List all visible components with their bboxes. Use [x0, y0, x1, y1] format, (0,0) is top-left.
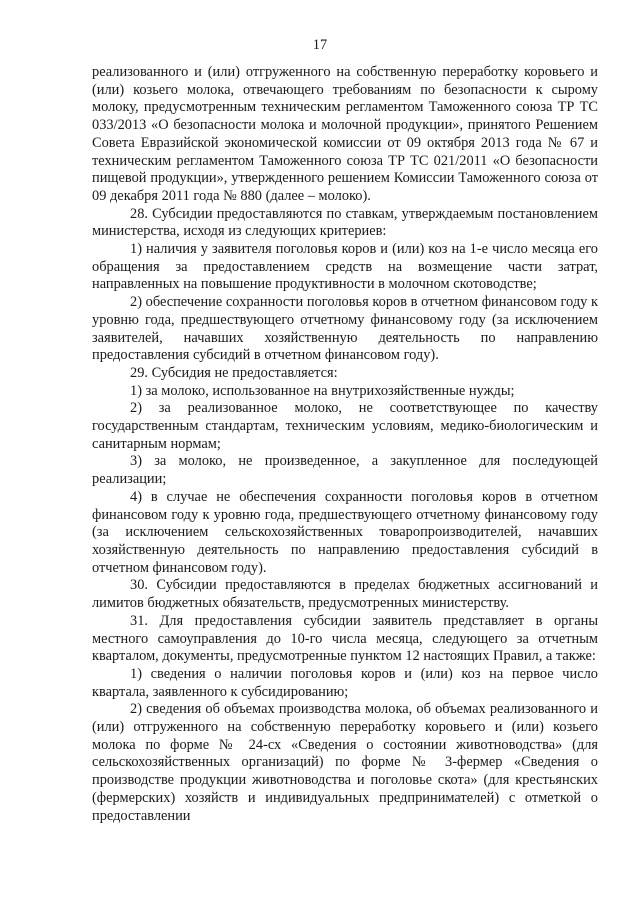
paragraph-28-item-2: 2) обеспечение сохранности поголовья коров в отчетном финансовом году к уровню года, предшествующего отчетному финансовому году (за исключением заявителей, начавших хозяйственную деятельность по направлению предоставления субсидий в отчетном финансовом году).: [92, 294, 598, 364]
paragraph-continuation: реализованного и (или) отгруженного на собственную переработку коровьего и (или) козьего молока, отвечающего требованиям по безопасности к сырому молоку, предусмотренным техническим регламентом Таможенного союза ТР ТС 033/2013 «О безопасности молока и молочной продукции», принятого Решением Совета Евразийской экономической комиссии от 09 октября 2013 года № 67 и техническим регламентом Таможенного союза ТР ТС 021/2011 «О безопасности пищевой продукции», утвержденного решением Комиссии Таможенного союза от 09 декабря 2011 года № 880 (далее – молоко).: [92, 64, 598, 204]
paragraph-29-item-3: 3) за молоко, не произведенное, а закупленное для последующей реализации;: [92, 453, 598, 488]
paragraph-29-item-1: 1) за молоко, использованное на внутрихозяйственные нужды;: [130, 382, 515, 399]
paragraph-31: 31. Для предоставления субсидии заявитель представляет в органы местного самоуправления до 10-го числа месяца, следующего за отчетным кварталом, документы, предусмотренные пунктом 12 настоящих Правил, а также:: [92, 612, 598, 665]
paragraph-29: 29. Субсидия не предоставляется:: [130, 364, 338, 381]
paragraph-29-item-4: 4) в случае не обеспечения сохранности поголовья коров в отчетном финансовом году к уровню года, предшествующего отчетному финансовому году (за исключением сельскохозяйственных товаропроизводителей, начавших хозяйственную деятельность по направлению предоставления субсидий в отчетном финансовом году).: [92, 488, 598, 576]
paragraph-29-item-2: 2) за реализованное молоко, не соответствующее по качеству государственным стандартам, техническим условиям, медико-биологическим и санитарным нормам;: [92, 400, 598, 452]
paragraph-28-item-1: 1) наличия у заявителя поголовья коров и (или) коз на 1-е число месяца его обращения за предоставлением средств на возмещение части затрат, направленных на повышение продуктивности в молочном скотоводстве;: [92, 241, 598, 293]
document-body: [92, 64, 598, 825]
paragraph-31-item-2: 2) сведения об объемах производства молока, об объемах реализованного и (или) отгруженного на собственную переработку коровьего и (или) козьего молока по форме № 24-сх «Сведения о состоянии животноводства» (для сельскохозяйственных организаций) по форме № 3-фермер «Сведения о производстве продукции животноводства и поголовье скота» (для крестьянских (фермерских) хозяйств и индивидуальных предпринимателей) с отметкой о предоставлении: [92, 701, 598, 824]
paragraph-30: 30. Субсидии предоставляются в пределах бюджетных ассигнований и лимитов бюджетных обязательств, предусмотренных министерству.: [92, 577, 598, 612]
paragraph-31-item-1: 1) сведения о наличии поголовья коров и (или) коз на первое число квартала, заявленного к субсидированию;: [92, 665, 598, 700]
paragraph-28: 28. Субсидии предоставляются по ставкам, утверждаемым постановлением министерства, исходя из следующих критериев:: [92, 205, 598, 240]
page-number: 17: [312, 37, 328, 53]
